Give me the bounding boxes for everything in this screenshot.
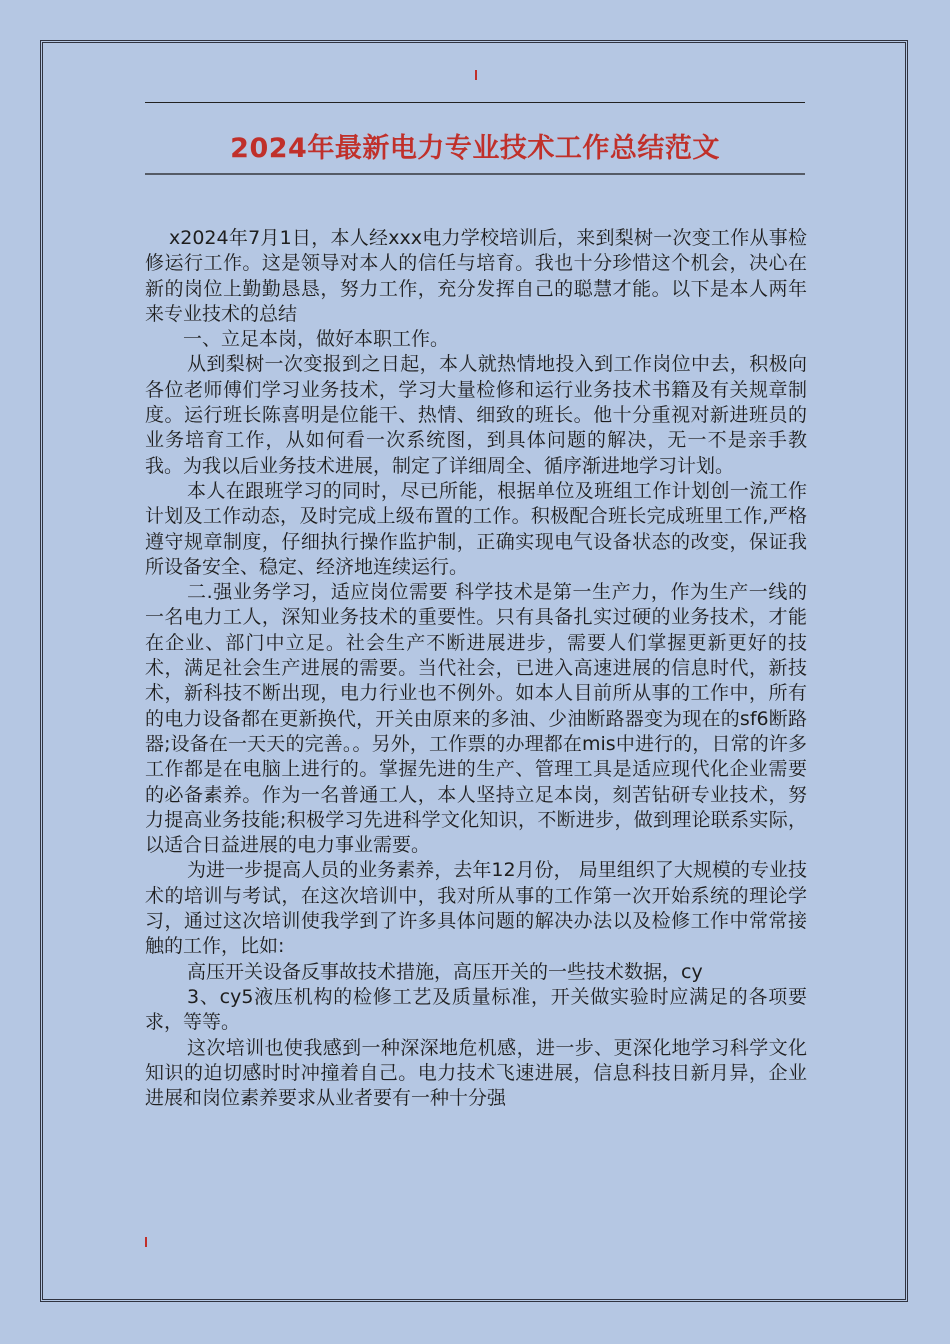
header-mark	[475, 70, 477, 80]
paragraph-crisis: 这次培训也使我感到一种深深地危机感，进一步、更深化地学习科学文化知识的迫切感时时冲撞着自己。电力技术飞速进展，信息科技日新月异，企业进展和岗位素养要求从业者要有一种十分强	[145, 1036, 807, 1110]
paragraph-intro: x2024年7月1日，本人经xxx电力学校培训后，来到梨树一次变工作从事检修运行工作。这是领导对本人的信任与培育。我也十分珍惜这个机会，决心在新的岗位上勤勤恳恳，努力工作，充分发挥自己的聪慧才能。以下是本人两年来专业技术的总结	[145, 227, 807, 325]
paragraph-switchgear: 高压开关设备反事故技术措施，高压开关的一些技术数据，cy	[187, 960, 703, 983]
document-title: 2024年最新电力专业技术工作总结范文	[230, 133, 720, 164]
footer-mark	[145, 1237, 147, 1247]
title-underline	[145, 173, 805, 175]
paragraph-training-start: 从到梨树一次变报到之日起，本人就热情地投入到工作岗位中去，积极向各位老师傅们学习业务技术，学习大量检修和运行业务技术书籍及有关规章制度。运行班长陈喜明是位能干、热情、细致的班长。他十分重视对新进班员的业务培育工作，从如何看一次系统图，到具体问题的解决，无一不是亲手教我。为我以后业务技术进展，制定了详细周全、循序渐进地学习计划。	[145, 353, 807, 477]
paragraph-hydraulic: 3、cy5液压机构的检修工艺及质量标准，开关做实验时应满足的各项要求，等等。	[145, 985, 807, 1034]
header-rule	[145, 102, 805, 103]
paragraph-training-exam: 为进一步提高人员的业务素养，去年12月份， 局里组织了大规模的专业技术的培训与考试，在这次培训中，我对所从事的工作第一次开始系统的理论学习，通过这次培训使我学到了许多具体问题的解决办法以及检修工作中常常接触的工作，比如:	[145, 859, 807, 958]
document-body	[145, 226, 807, 1111]
section-heading-1: 一、立足本岗，做好本职工作。	[183, 328, 450, 351]
paragraph-shift-work: 本人在跟班学习的同时，尽已所能，根据单位及班组工作计划创一流工作计划及工作动态，及时完成上级布置的工作。积极配合班长完成班里工作,严格遵守规章制度，仔细执行操作监护制，正确实现电气设备状态的改变，保证我所设备安全、稳定、经济地连续运行。	[145, 479, 807, 578]
paragraph-study: 二.强业务学习，适应岗位需要 科学技术是第一生产力，作为生产一线的一名电力工人，深知业务技术的重要性。只有具备扎实过硬的业务技术，才能在企业、部门中立足。社会生产不断进展进步，需要人们掌握更新更好的技术，满足社会生产进展的需要。当代社会，已进入高速进展的信息时代，新技术，新科技不断出现，电力行业也不例外。如本人目前所从事的工作中，所有的电力设备都在更新换代，开关由原来的多油、少油断路器变为现在的sf6断路器;设备在一天天的完善。。另外，工作票的办理都在mis中进行的，日常的许多工作都是在电脑上进行的。掌握先进的生产、管理工具是适应现代化企业需要的必备素养。作为一名普通工人，本人坚持立足本岗，刻苦钻研专业技术，努力提高业务技能;积极学习先进科学文化知识，不断进步，做到理论联系实际，以适合日益进展的电力事业需要。	[145, 581, 807, 857]
